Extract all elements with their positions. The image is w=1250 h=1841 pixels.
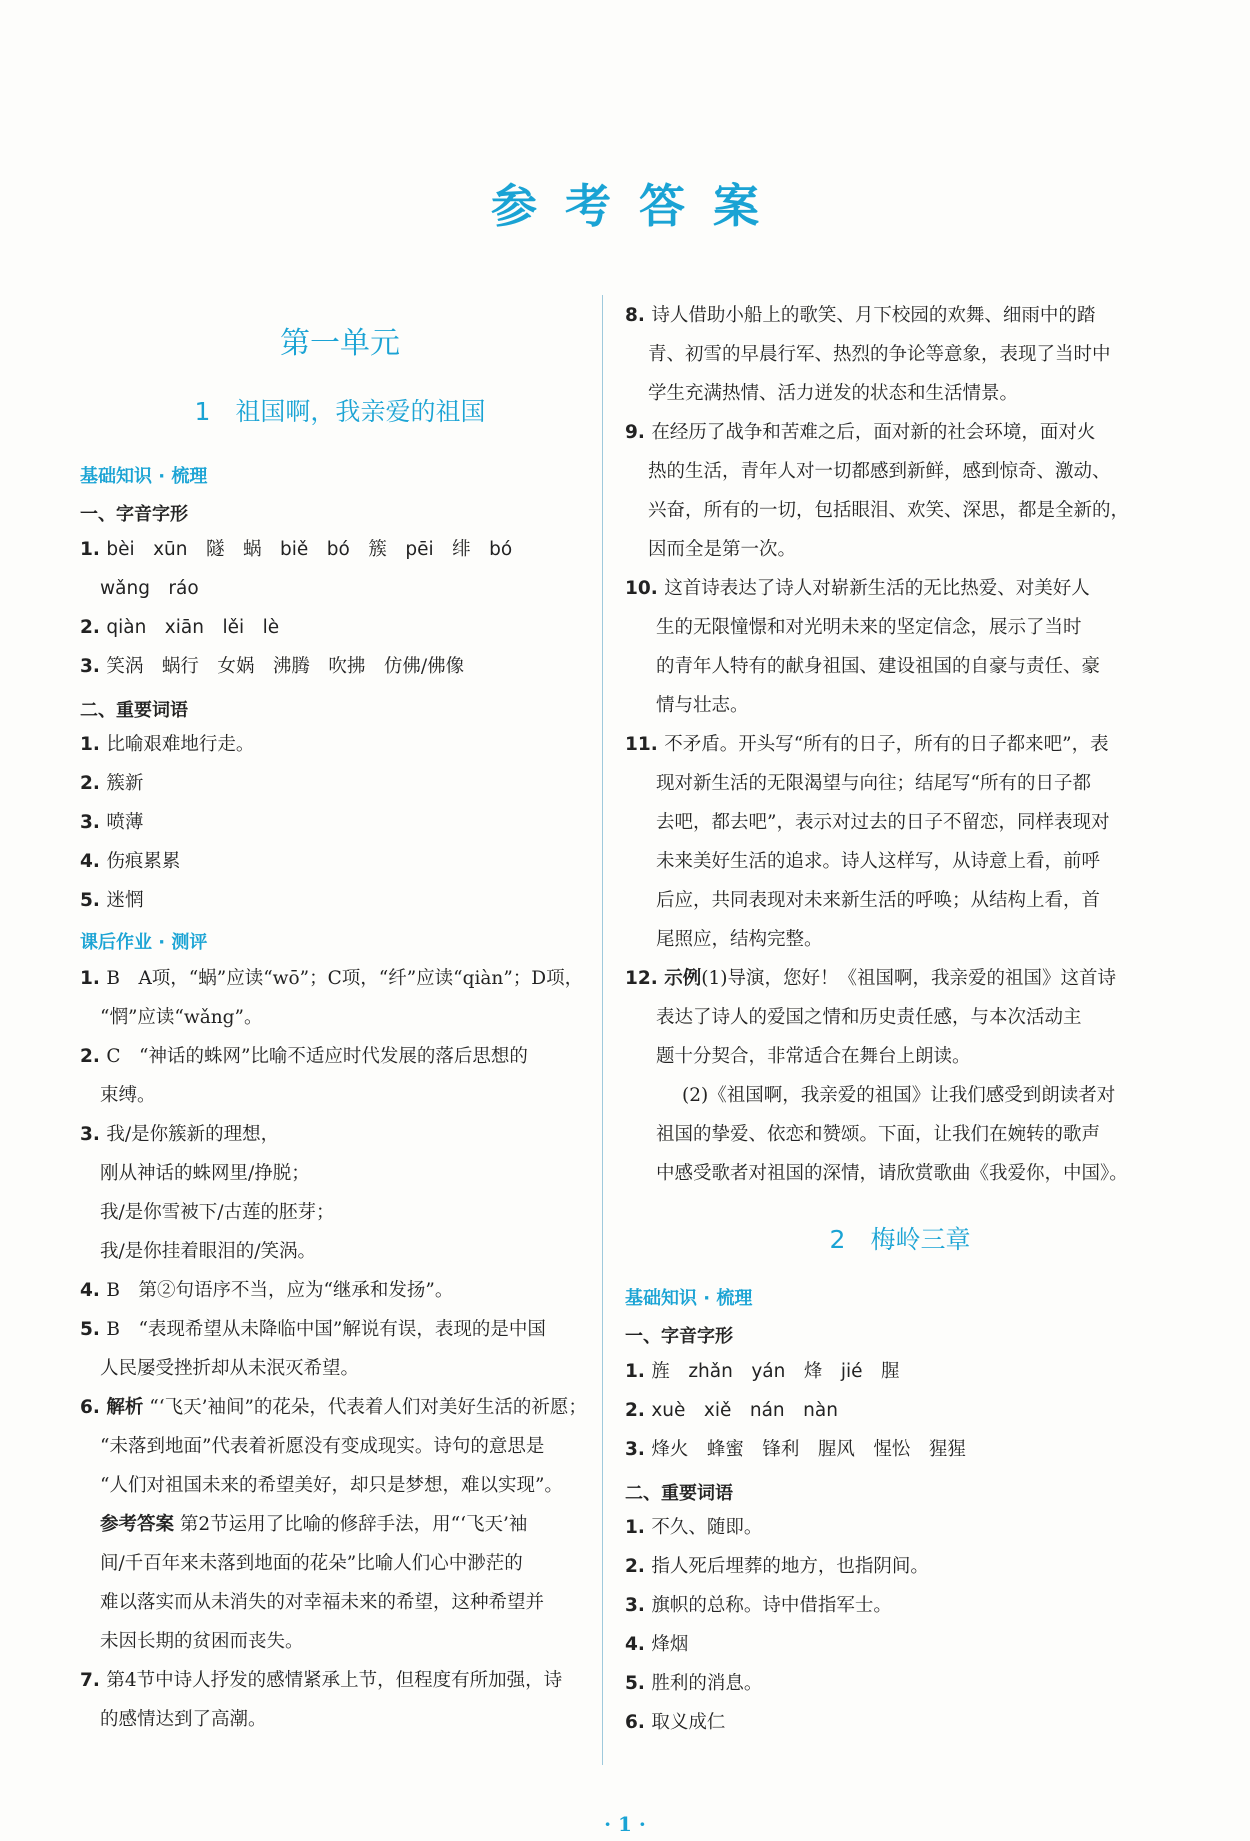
answer-line: wǎng ráo bbox=[100, 578, 199, 599]
answer-line: 3. 旗帜的总称。诗中借指军士。 bbox=[625, 1595, 892, 1616]
answer-line: 2. 簇新 bbox=[80, 773, 144, 794]
answer-line: 未来美好生活的追求。诗人这样写，从诗意上看，前呼 bbox=[656, 851, 1101, 872]
subheading-vocabulary: 二、重要词语 bbox=[80, 700, 188, 721]
answer-line: 2. 指人死后埋葬的地方，也指阴间。 bbox=[625, 1556, 929, 1577]
answer-line: 10. 这首诗表达了诗人对崭新生活的无比热爱、对美好人 bbox=[625, 578, 1090, 599]
answer-line: 12. 示例(1)导演，您好！《祖国啊，我亲爱的祖国》这首诗 bbox=[625, 968, 1116, 989]
answer-line: 11. 不矛盾。开头写“所有的日子，所有的日子都来吧”，表 bbox=[625, 734, 1109, 755]
answer-line: 4. B 第②句语序不当，应为“继承和发扬”。 bbox=[80, 1280, 454, 1301]
answer-line: 未因长期的贫困而丧失。 bbox=[100, 1631, 304, 1652]
answer-line: “未落到地面”代表着祈愿没有变成现实。诗句的意思是 bbox=[100, 1436, 545, 1457]
page-number: · 1 · bbox=[604, 1812, 646, 1836]
answer-line: 束缚。 bbox=[100, 1085, 156, 1106]
answer-line: 1. 不久、随即。 bbox=[625, 1517, 763, 1538]
answer-line: 中感受歌者对祖国的深情，请欣赏歌曲《我爱你，中国》。 bbox=[656, 1163, 1128, 1184]
answer-line: 3. 笑涡 蜗行 女娲 沸腾 吹拂 仿佛/佛像 bbox=[80, 656, 465, 677]
answer-line: 后应，共同表现对未来新生活的呼唤；从结构上看，首 bbox=[656, 890, 1101, 911]
answer-line: 1. 比喻艰难地行走。 bbox=[80, 734, 255, 755]
subheading-pronunciation: 一、字音字形 bbox=[80, 504, 188, 525]
answer-line: 9. 在经历了战争和苦难之后，面对新的社会环境，面对火 bbox=[625, 422, 1096, 443]
answer-line: 5. 迷惘 bbox=[80, 890, 144, 911]
answer-line: 难以落实而从未消失的对幸福未来的希望，这种希望并 bbox=[100, 1592, 545, 1613]
answer-line: 情与壮志。 bbox=[656, 695, 749, 716]
answer-line: 4. 烽烟 bbox=[625, 1634, 689, 1655]
page-title: 参考答案 bbox=[491, 179, 787, 233]
answer-line: 刚从神话的蛛网里/挣脱； bbox=[100, 1163, 310, 1184]
answer-line: 6. 取义成仁 bbox=[625, 1712, 726, 1733]
answer-line: 间/千百年来未落到地面的花朵”比喻人们心中渺茫的 bbox=[100, 1553, 523, 1574]
answer-line: 1. 旌 zhǎn yán 烽 jié 腥 bbox=[625, 1361, 900, 1382]
subheading-vocabulary-2: 二、重要词语 bbox=[625, 1483, 733, 1504]
answer-line: 的感情达到了高潮。 bbox=[100, 1709, 267, 1730]
section-basic-knowledge-2: 基础知识 · 梳理 bbox=[625, 1288, 753, 1309]
subheading-pronunciation-2: 一、字音字形 bbox=[625, 1326, 733, 1347]
answer-line: 我/是你挂着眼泪的/笑涡。 bbox=[100, 1241, 316, 1262]
answer-line: 青、初雪的早晨行军、热烈的争论等意象，表现了当时中 bbox=[648, 344, 1111, 365]
answer-line: “人们对祖国未来的希望美好，却只是梦想，难以实现”。 bbox=[100, 1475, 563, 1496]
answer-line: 6. 解析 “‘飞天’袖间”的花朵，代表着人们对美好生活的祈愿； bbox=[80, 1397, 587, 1418]
answer-line: 人民屡受挫折却从未泯灭希望。 bbox=[100, 1358, 360, 1379]
answer-line: 1. B A项，“蜗”应读“wō”；C项，“纤”应读“qiàn”；D项， bbox=[80, 968, 584, 989]
answer-line: 现对新生活的无限渴望与向往；结尾写“所有的日子都 bbox=[656, 773, 1091, 794]
answer-line: 去吧，都去吧”，表示对过去的日子不留恋，同样表现对 bbox=[656, 812, 1110, 833]
answer-line: 的青年人特有的献身祖国、建设祖国的自豪与责任、豪 bbox=[656, 656, 1101, 677]
answer-line: 2. xuè xiě nán nàn bbox=[625, 1400, 838, 1421]
answer-line: 3. 我/是你簇新的理想， bbox=[80, 1124, 280, 1145]
answer-line: 4. 伤痕累累 bbox=[80, 851, 181, 872]
answer-line: 7. 第4节中诗人抒发的感情紧承上节，但程度有所加强，诗 bbox=[80, 1670, 563, 1691]
answer-line: 尾照应，结构完整。 bbox=[656, 929, 823, 950]
answer-line: 题十分契合，非常适合在舞台上朗读。 bbox=[656, 1046, 971, 1067]
answer-line: 3. 喷薄 bbox=[80, 812, 144, 833]
lesson-1-title: 1 祖国啊，我亲爱的祖国 bbox=[194, 397, 486, 426]
answer-line: 兴奋，所有的一切，包括眼泪、欢笑、深思，都是全新的， bbox=[648, 500, 1130, 521]
answer-line: 因而全是第一次。 bbox=[648, 539, 797, 560]
unit-title: 第一单元 bbox=[280, 326, 400, 361]
answer-line: “惘”应读“wǎng”。 bbox=[100, 1007, 263, 1028]
answer-line: 参考答案 第2节运用了比喻的修辞手法，用“‘飞天’袖 bbox=[100, 1514, 528, 1535]
section-basic-knowledge: 基础知识 · 梳理 bbox=[80, 466, 208, 487]
answer-line: 5. B “表现希望从未降临中国”解说有误，表现的是中国 bbox=[80, 1319, 546, 1340]
column-divider bbox=[602, 295, 603, 1765]
answer-line: 我/是你雪被下/古莲的胚芽； bbox=[100, 1202, 335, 1223]
answer-line: 5. 胜利的消息。 bbox=[625, 1673, 763, 1694]
answer-line: 表达了诗人的爱国之情和历史责任感，与本次活动主 bbox=[656, 1007, 1082, 1028]
answer-line: 热的生活，青年人对一切都感到新鲜，感到惊奇、激动、 bbox=[648, 461, 1111, 482]
answer-line: 祖国的挚爱、依恋和赞颂。下面，让我们在婉转的歌声 bbox=[656, 1124, 1101, 1145]
answer-line: 2. C “神话的蛛网”比喻不适应时代发展的落后思想的 bbox=[80, 1046, 528, 1067]
answer-line: 2. qiàn xiān lěi lè bbox=[80, 617, 280, 638]
answer-line: 3. 烽火 蜂蜜 锋利 腥风 惺忪 猩猩 bbox=[625, 1439, 966, 1460]
answer-line: (2)《祖国啊，我亲爱的祖国》让我们感受到朗读者对 bbox=[682, 1085, 1116, 1106]
lesson-2-title: 2 梅岭三章 bbox=[829, 1225, 971, 1254]
answer-line: 8. 诗人借助小船上的歌笑、月下校园的欢舞、细雨中的踏 bbox=[625, 305, 1096, 326]
answer-line: 生的无限憧憬和对光明未来的坚定信念，展示了当时 bbox=[656, 617, 1082, 638]
answer-line: 1. bèi xūn 隧 蜗 biě bó 簇 pēi 绯 bó bbox=[80, 539, 513, 560]
section-homework: 课后作业 · 测评 bbox=[80, 932, 208, 953]
answer-line: 学生充满热情、活力迸发的状态和生活情景。 bbox=[648, 383, 1019, 404]
